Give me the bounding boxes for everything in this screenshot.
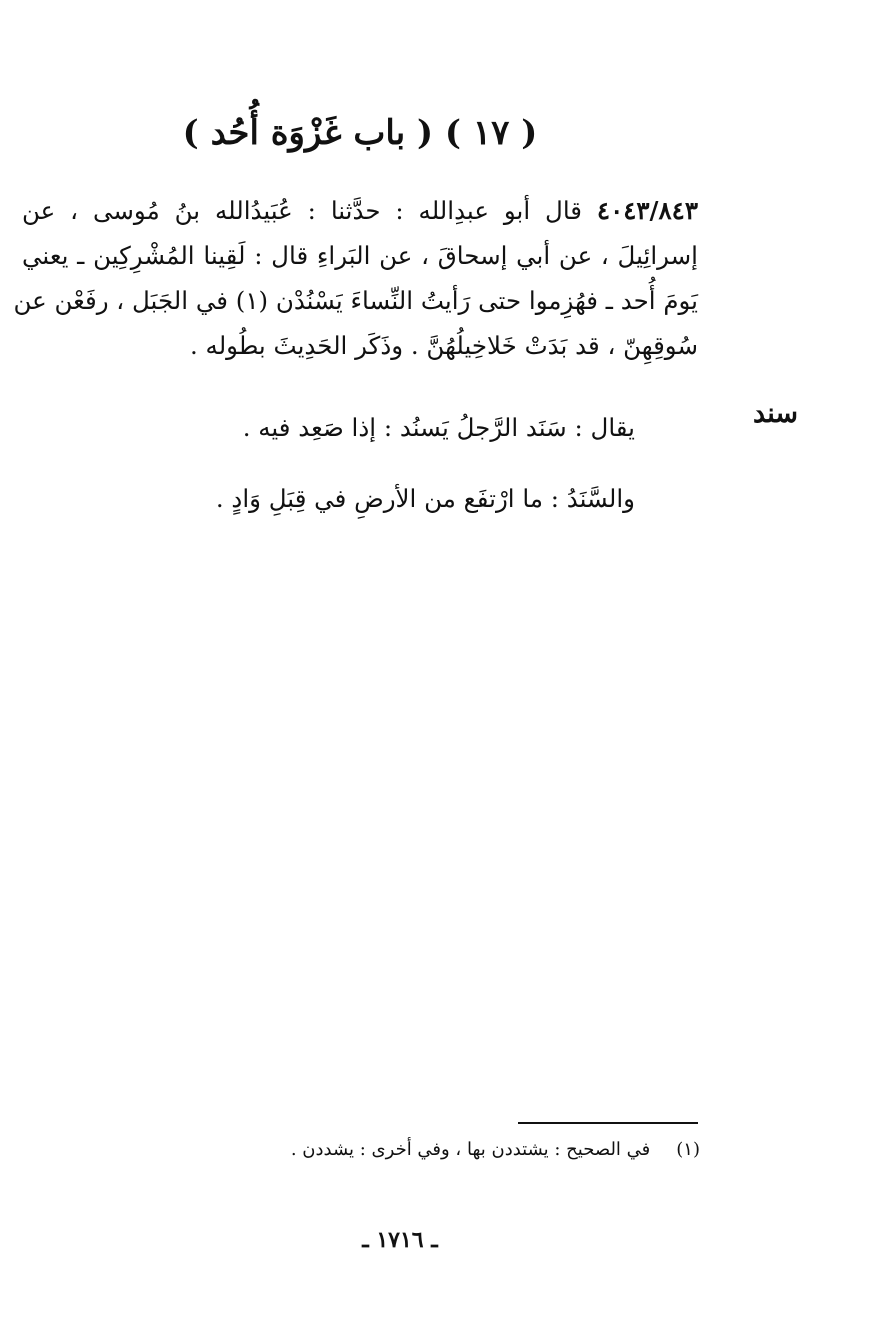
- hadith-number: ٤٠٤٣/٨٤٣: [596, 196, 698, 225]
- footnote: [190, 1135, 700, 1165]
- hadith-paragraph: [13, 188, 698, 368]
- hadith-line-1-text: قال أبو عبدِالله : حدَّثنا : عُبَيدُالله بنُ مُوسى ، عن: [22, 196, 583, 225]
- footnote-text: في الصحيح : يشتددن بها ، وفي أخرى : يشددن .: [290, 1139, 651, 1160]
- chapter-title: ( ١٧ ) ( باب غَزْوَة أُحُد ): [182, 113, 538, 153]
- hadith-line-2: إسرائِيلَ ، عن أبي إسحاقَ ، عن البَراءِ قال : لَقِينا المُشْرِكِين ـ يعني: [22, 241, 698, 270]
- gloss-line-2: والسَّنَدُ : ما ارْتفَع من الأرضِ في قِبَلِ وَادٍ .: [215, 484, 635, 513]
- footnote-marker: (١): [676, 1139, 700, 1160]
- gloss-line-1: يقال : سَنَد الرَّجلُ يَسنُد : إذا صَعِد فيه .: [242, 413, 635, 442]
- page-number: ـ ١٧١٦ ـ: [362, 1227, 438, 1253]
- margin-root-word: سند: [753, 398, 798, 429]
- hadith-line-3: يَومَ أُحد ـ فهُزِموا حتى رَأيتُ النِّساءَ يَسْنُدْن (١) في الجَبَل ، رفَعْن عن: [13, 286, 698, 315]
- hadith-line-1: [22, 188, 698, 233]
- hadith-line-4: سُوقِهِنّ ، قد بَدَتْ خَلاخِيلُهُنَّ . وذَكَر الحَدِيثَ بطُوله .: [189, 331, 698, 360]
- footnote-divider: [518, 1122, 698, 1124]
